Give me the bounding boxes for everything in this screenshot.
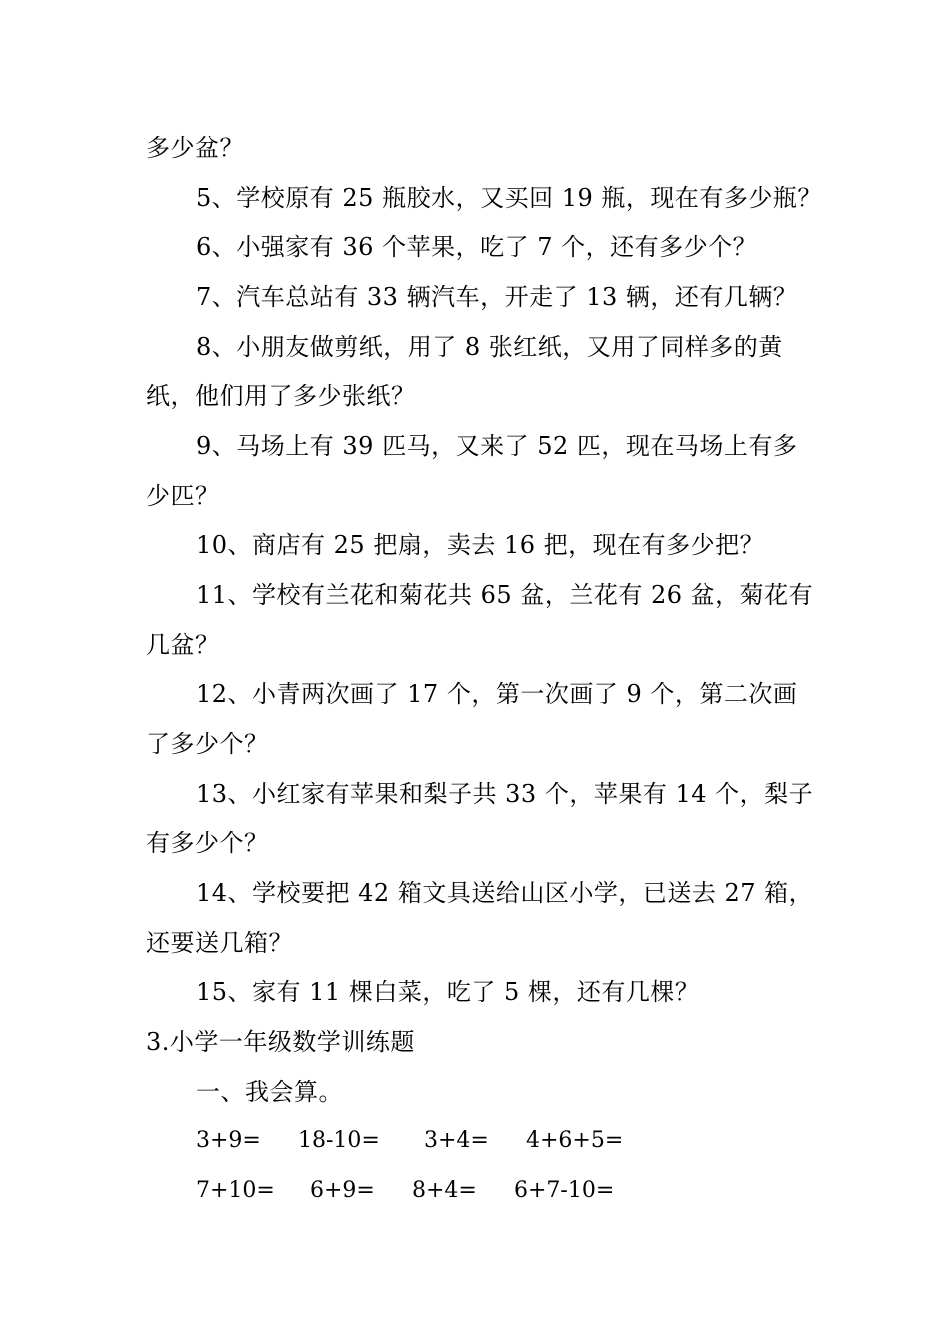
text-line: 了多少个？ — [146, 730, 269, 758]
text-line: 少匹？ — [146, 482, 220, 510]
equation: 8+4= — [412, 1178, 477, 1203]
text-line: 纸，他们用了多少张纸？ — [146, 382, 416, 410]
problem-6: 6、小强家有 36 个苹果，吃了 7 个，还有多少个？ — [196, 233, 758, 261]
problem-12: 12、小青两次画了 17 个，第一次画了 9 个，第二次画 — [196, 680, 798, 708]
problem-9: 9、马场上有 39 匹马，又来了 52 匹，现在马场上有多 — [196, 432, 798, 460]
equation: 3+9= — [196, 1128, 261, 1153]
subsection-heading: 一、我会算。 — [196, 1078, 343, 1106]
problem-10: 10、商店有 25 把扇，卖去 16 把，现在有多少把？ — [196, 531, 765, 559]
problem-14: 14、学校要把 42 箱文具送给山区小学，已送去 27 箱， — [196, 879, 814, 907]
problem-5: 5、学校原有 25 瓶胶水，又买回 19 瓶，现在有多少瓶？ — [196, 184, 822, 212]
equation: 3+4= — [424, 1128, 489, 1153]
problem-15: 15、家有 11 棵白菜，吃了 5 棵，还有几棵？ — [196, 978, 700, 1006]
text-line: 还要送几箱？ — [146, 929, 293, 957]
problem-11: 11、学校有兰花和菊花共 65 盆，兰花有 26 盆，菊花有 — [196, 581, 814, 609]
problem-7: 7、汽车总站有 33 辆汽车，开走了 13 辆，还有几辆？ — [196, 283, 798, 311]
equation: 4+6+5= — [526, 1128, 624, 1153]
equation: 6+7-10= — [514, 1178, 615, 1203]
equation: 7+10= — [196, 1178, 275, 1203]
problem-13: 13、小红家有苹果和梨子共 33 个，苹果有 14 个，梨子 — [196, 780, 814, 808]
text-line: 有多少个？ — [146, 829, 269, 857]
text-line: 多少盆？ — [146, 134, 244, 162]
text-line: 几盆？ — [146, 631, 220, 659]
equation: 6+9= — [310, 1178, 375, 1203]
equation: 18-10= — [298, 1128, 380, 1153]
problem-8: 8、小朋友做剪纸，用了 8 张红纸，又用了同样多的黄 — [196, 333, 783, 361]
section-heading: 3.小学一年级数学训练题 — [146, 1028, 415, 1056]
